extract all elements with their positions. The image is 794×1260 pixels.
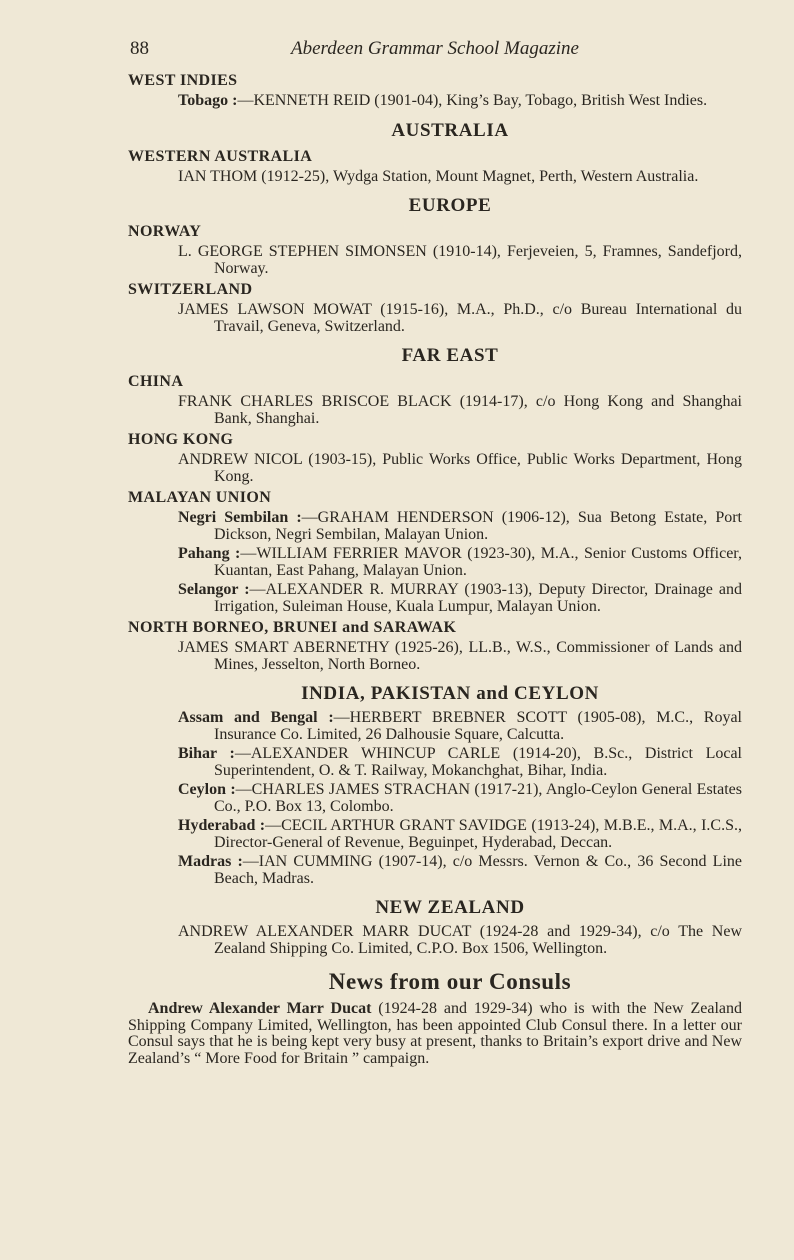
region-heading-india: INDIA, PAKISTAN and CEYLON bbox=[301, 683, 599, 704]
country-heading-switzerland: SWITZERLAND bbox=[128, 281, 253, 298]
running-title: Aberdeen Grammar School Magazine bbox=[291, 38, 579, 59]
entry-place: Tobago : bbox=[178, 92, 238, 109]
directory-entry bbox=[178, 582, 742, 615]
entry-text: —CECIL ARTHUR GRANT SAVIDGE (1913-24), M.B.E., M.A., I.C.S., Director-General of Revenue, Beguinpet, Hyderabad, Deccan. bbox=[214, 817, 743, 851]
news-title: News from our Consuls bbox=[328, 969, 572, 994]
entry-text: —KENNETH REID (1901-04), King’s Bay, Tobago, British West Indies. bbox=[237, 92, 708, 109]
directory-entry bbox=[178, 710, 742, 743]
region-heading-far-east: FAR EAST bbox=[401, 345, 499, 366]
region-heading-australia: AUSTRALIA bbox=[391, 119, 509, 141]
entry-text: IAN THOM (1912-25), Wydga Station, Mount Magnet, Perth, Western Australia. bbox=[178, 167, 699, 185]
entry-place: Assam and Bengal : bbox=[178, 709, 334, 726]
running-header bbox=[130, 38, 740, 62]
entry-text: ANDREW NICOL (1903-15), Public Works Office, Public Works Department, Hong Kong. bbox=[178, 451, 742, 485]
directory-entry bbox=[178, 640, 742, 673]
entry-text: FRANK CHARLES BRISCOE BLACK (1914-17), c/o Hong Kong and Shanghai Bank, Shanghai. bbox=[178, 393, 742, 427]
country-heading-malayan-union: MALAYAN UNION bbox=[128, 489, 272, 506]
directory-entry bbox=[178, 746, 742, 779]
entry-place: Selangor : bbox=[178, 581, 250, 598]
news-person-name: Andrew Alexander Marr Ducat bbox=[148, 1000, 372, 1017]
entry-text: —ALEXANDER R. MURRAY (1903-13), Deputy Director, Drainage and Irrigation, Suleiman House, Kuala Lumpur, Malayan Union. bbox=[214, 581, 743, 615]
entry-text: JAMES LAWSON MOWAT (1915-16), M.A., Ph.D., c/o Bureau International du Travail, Geneva, Switzerland. bbox=[178, 301, 742, 335]
region-heading-new-zealand: NEW ZEALAND bbox=[375, 897, 525, 918]
directory-entry bbox=[178, 510, 742, 543]
entry-text: —CHARLES JAMES STRACHAN (1917-21), Anglo-Ceylon General Estates Co., P.O. Box 13, Colombo. bbox=[214, 781, 742, 815]
entry-text: JAMES SMART ABERNETHY (1925-26), LL.B., W.S., Commissioner of Lands and Mines, Jesselton, North Borneo. bbox=[178, 639, 742, 673]
directory-content bbox=[128, 71, 742, 1067]
directory-entry bbox=[178, 854, 742, 887]
country-heading-western-australia: WESTERN AUSTRALIA bbox=[128, 147, 313, 165]
news-paragraph bbox=[128, 1001, 742, 1067]
entry-text: —WILLIAM FERRIER MAVOR (1923-30), M.A., Senior Customs Officer, Kuantan, East Pahang, Malayan Union. bbox=[214, 545, 742, 579]
entry-text: ANDREW ALEXANDER MARR DUCAT (1924-28 and 1929-34), c/o The New Zealand Shipping Co. Limited, C.P.O. Box 1506, Wellington. bbox=[178, 923, 742, 957]
country-heading-north-borneo: NORTH BORNEO, BRUNEI and SARAWAK bbox=[128, 619, 457, 636]
directory-entry bbox=[178, 302, 742, 335]
country-heading-norway: NORWAY bbox=[128, 223, 202, 240]
page-number: 88 bbox=[130, 38, 149, 59]
entry-place: Ceylon : bbox=[178, 781, 236, 798]
directory-entry bbox=[178, 924, 742, 957]
directory-entry bbox=[178, 394, 742, 427]
news-text: (1924-28 and 1929-34) who is with the New Zealand Shipping Company Limited, Wellington, has been appointed Club Consul there. In a letter our Consul says that he is being kept very busy at present, thanks to Britain’s export drive and New Zealand’s “ More Food for Britain ” campaign. bbox=[128, 1000, 742, 1067]
entry-place: Hyderabad : bbox=[178, 817, 266, 834]
directory-entry bbox=[178, 244, 742, 277]
directory-entry bbox=[178, 546, 742, 579]
entry-text: —IAN CUMMING (1907-14), c/o Messrs. Vernon & Co., 36 Second Line Beach, Madras. bbox=[214, 853, 743, 887]
directory-entry bbox=[178, 818, 742, 851]
entry-place: Madras : bbox=[178, 853, 243, 870]
entry-place: Pahang : bbox=[178, 545, 241, 562]
country-heading-china: CHINA bbox=[128, 373, 184, 390]
entry-text: —HERBERT BREBNER SCOTT (1905-08), M.C., Royal Insurance Co. Limited, 26 Dalhousie Square, Calcutta. bbox=[214, 709, 742, 743]
country-heading-hong-kong: HONG KONG bbox=[128, 431, 234, 448]
country-heading-west-indies: WEST INDIES bbox=[128, 72, 238, 89]
entry-text: —GRAHAM HENDERSON (1906-12), Sua Betong Estate, Port Dickson, Negri Sembilan, Malayan Union. bbox=[214, 509, 742, 543]
directory-entry bbox=[178, 169, 742, 186]
directory-entry bbox=[178, 93, 742, 110]
entry-text: L. GEORGE STEPHEN SIMONSEN (1910-14), Ferjeveien, 5, Framnes, Sandefjord, Norway. bbox=[178, 243, 742, 277]
directory-entry bbox=[178, 782, 742, 815]
directory-entry bbox=[178, 452, 742, 485]
entry-place: Negri Sembilan : bbox=[178, 509, 302, 526]
entry-text: —ALEXANDER WHINCUP CARLE (1914-20), B.Sc., District Local Superintendent, O. & T. Railway, Mokanchghat, Bihar, India. bbox=[214, 745, 743, 779]
entry-place: Bihar : bbox=[178, 745, 235, 762]
region-heading-europe: EUROPE bbox=[408, 195, 492, 216]
